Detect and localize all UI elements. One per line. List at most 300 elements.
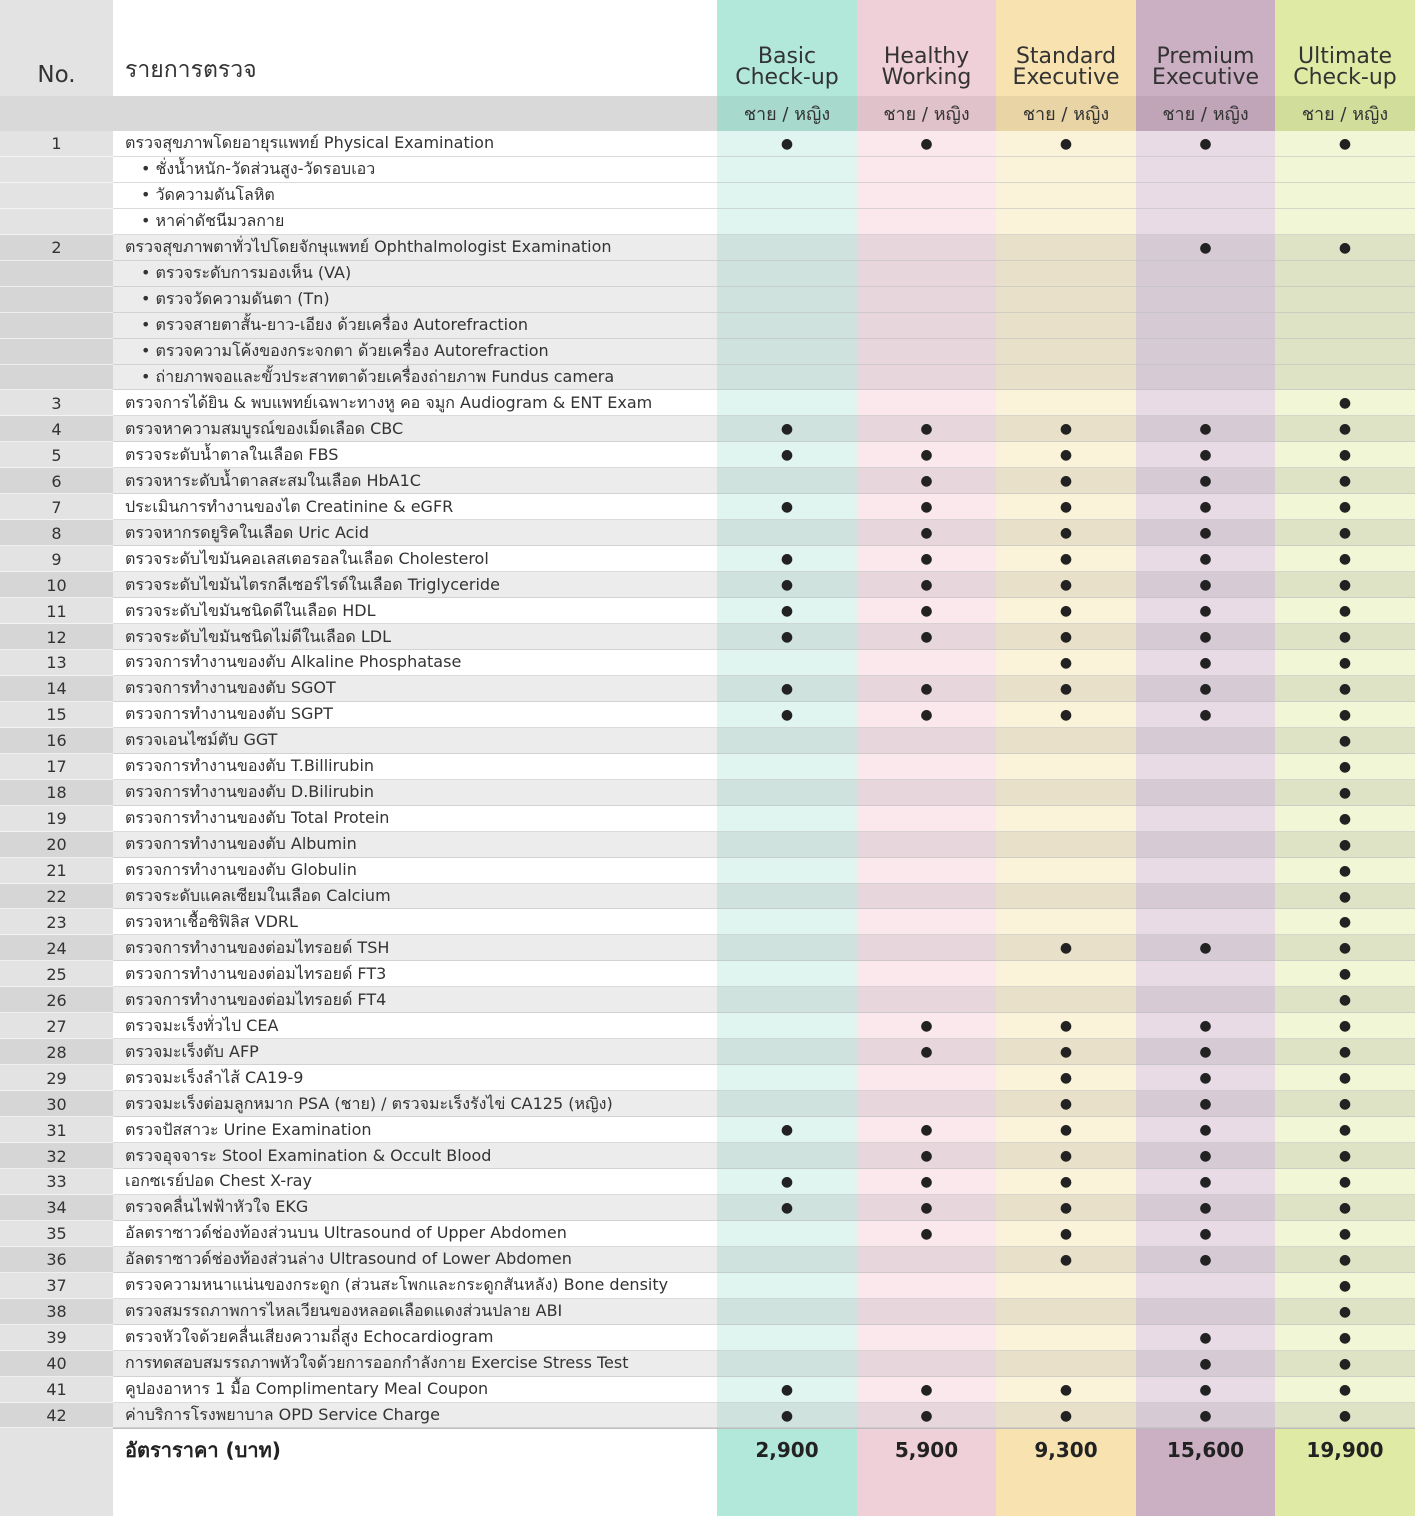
included-dot xyxy=(996,728,1136,754)
exam-row xyxy=(0,961,1415,987)
row-divider xyxy=(0,1427,113,1428)
included-dot xyxy=(717,339,857,365)
row-number: 25 xyxy=(46,964,67,984)
exam-row xyxy=(0,910,1415,936)
included-dot: ● xyxy=(920,680,933,697)
included-dot xyxy=(996,339,1136,365)
gender-label: ชาย / หญิง xyxy=(857,96,996,131)
row-number xyxy=(0,209,113,235)
included-dot: ● xyxy=(1199,629,1212,646)
included-dot xyxy=(1136,1273,1275,1299)
included-dot: ● xyxy=(1199,473,1212,490)
row-label: ตรวจสุขภาพโดยอายุรแพทย์ Physical Examination xyxy=(125,133,495,153)
package-title-line1: Basic xyxy=(757,44,817,69)
exam-row xyxy=(0,1403,1415,1429)
included-dot: ● xyxy=(1059,1018,1073,1035)
included-dot: ● xyxy=(780,1122,794,1139)
included-dot: ● xyxy=(920,1122,933,1139)
included-dot: ● xyxy=(1199,1173,1212,1190)
included-dot: ● xyxy=(920,473,933,490)
row-number: 37 xyxy=(46,1276,67,1296)
row-label: ตรวจการได้ยิน & พบแพทย์เฉพาะทางหู คอ จมูก Audiogram & ENT Exam xyxy=(125,392,653,412)
exam-row xyxy=(0,494,1415,520)
row-number xyxy=(0,339,113,365)
exam-row xyxy=(0,1221,1415,1247)
included-dot xyxy=(996,858,1136,884)
row-number: 42 xyxy=(46,1406,67,1426)
included-dot xyxy=(1136,987,1275,1013)
row-label: คูปองอาหาร 1 มื้อ Complimentary Meal Coupon xyxy=(125,1379,489,1399)
included-dot: ● xyxy=(1199,1407,1212,1424)
exam-row xyxy=(0,1195,1415,1221)
included-dot xyxy=(857,391,996,417)
exam-row xyxy=(0,1169,1415,1195)
included-dot: ● xyxy=(1338,1225,1352,1242)
included-dot xyxy=(1136,365,1275,391)
row-label: ตรวจระดับไขมันไตรกลีเซอร์ไรด์ในเลือด Triglyceride xyxy=(125,574,500,594)
row-number: 34 xyxy=(46,1198,67,1218)
included-dot xyxy=(717,468,857,494)
included-dot: ● xyxy=(1338,447,1352,464)
included-dot xyxy=(1136,391,1275,417)
exam-row xyxy=(0,1091,1415,1117)
included-dot xyxy=(857,235,996,261)
included-dot xyxy=(717,1091,857,1117)
exam-row xyxy=(0,1273,1415,1299)
included-dot: ● xyxy=(1338,1199,1352,1216)
exam-row xyxy=(0,416,1415,442)
row-number: 3 xyxy=(51,393,62,413)
exam-row xyxy=(0,1247,1415,1273)
included-dot xyxy=(717,987,857,1013)
row-label: ตรวจการทำงานของตับ SGOT xyxy=(125,678,336,698)
included-dot xyxy=(857,1247,996,1273)
package-title-line2: Executive xyxy=(1012,65,1120,90)
included-dot: ● xyxy=(1338,1173,1352,1190)
row-number: 20 xyxy=(46,835,67,855)
included-dot xyxy=(1136,183,1275,209)
included-dot: ● xyxy=(1059,706,1073,723)
row-number: 6 xyxy=(51,471,62,491)
included-dot: ● xyxy=(1199,525,1212,542)
gender-label: ชาย / หญิง xyxy=(996,96,1136,131)
included-dot: ● xyxy=(1338,888,1352,905)
included-dot xyxy=(857,884,996,910)
included-dot: ● xyxy=(920,1044,933,1061)
included-dot: ● xyxy=(1199,940,1212,957)
included-dot: ● xyxy=(1338,239,1352,256)
included-dot xyxy=(996,157,1136,183)
included-dot: ● xyxy=(1059,1251,1073,1268)
included-dot: ● xyxy=(1338,940,1352,957)
included-dot xyxy=(857,365,996,391)
row-number xyxy=(0,287,113,313)
included-dot: ● xyxy=(1199,447,1212,464)
included-dot: ● xyxy=(1199,680,1212,697)
row-number: 30 xyxy=(46,1094,67,1114)
included-dot: ● xyxy=(780,577,794,594)
included-dot xyxy=(857,209,996,235)
row-label: ตรวจระดับไขมันชนิดดีในเลือด HDL xyxy=(125,600,376,620)
row-number: 9 xyxy=(51,549,62,569)
included-dot: ● xyxy=(1338,135,1352,152)
exam-row xyxy=(0,546,1415,572)
row-label: • ตรวจสายตาสั้น-ยาว-เอียง ด้วยเครื่อง Autorefraction xyxy=(141,315,529,335)
exam-row xyxy=(0,858,1415,884)
row-label: ตรวจมะเร็งลำไส้ CA19-9 xyxy=(125,1067,304,1087)
row-label: • ถ่ายภาพจอและขั้วประสาทตาด้วยเครื่องถ่ายภาพ Fundus camera xyxy=(141,367,615,387)
included-dot: ● xyxy=(1338,629,1352,646)
included-dot xyxy=(717,365,857,391)
row-label: การทดสอบสมรรถภาพหัวใจด้วยการออกกำลังกาย Exercise Stress Test xyxy=(125,1353,629,1373)
included-dot xyxy=(996,183,1136,209)
included-dot: ● xyxy=(1338,1407,1352,1424)
row-label: ตรวจมะเร็งทั่วไป CEA xyxy=(125,1015,279,1035)
included-dot: ● xyxy=(1199,1070,1212,1087)
row-label: ตรวจมะเร็งต่อมลูกหมาก PSA (ชาย) / ตรวจมะเร็งรังไข่ CA125 (หญิง) xyxy=(125,1093,613,1113)
included-dot xyxy=(1136,754,1275,780)
row-number: 2 xyxy=(51,238,62,258)
included-dot xyxy=(717,287,857,313)
included-dot: ● xyxy=(1338,966,1352,983)
row-label: • หาค่าดัชนีมวลกาย xyxy=(141,211,285,231)
included-dot: ● xyxy=(1338,473,1352,490)
included-dot: ● xyxy=(920,135,933,152)
included-dot xyxy=(717,1247,857,1273)
included-dot: ● xyxy=(920,1225,933,1242)
included-dot xyxy=(857,1325,996,1351)
row-label: ตรวจระดับแคลเซียมในเลือด Calcium xyxy=(125,886,391,906)
row-number: 4 xyxy=(51,419,62,439)
row-number: 13 xyxy=(46,653,67,673)
included-dot: ● xyxy=(1059,499,1073,516)
included-dot: ● xyxy=(1059,629,1073,646)
included-dot xyxy=(857,858,996,884)
included-dot xyxy=(1136,313,1275,339)
row-number: 41 xyxy=(46,1380,67,1400)
included-dot xyxy=(996,1299,1136,1325)
exam-row xyxy=(0,884,1415,910)
included-dot xyxy=(717,1299,857,1325)
included-dot: ● xyxy=(780,1173,794,1190)
included-dot: ● xyxy=(1059,603,1073,620)
included-dot xyxy=(996,313,1136,339)
exam-row xyxy=(0,624,1415,650)
included-dot: ● xyxy=(1199,1355,1212,1372)
included-dot: ● xyxy=(1059,1199,1073,1216)
price-ultimate-check-up: 19,900 xyxy=(1306,1438,1384,1462)
included-dot xyxy=(857,1299,996,1325)
row-number: 24 xyxy=(46,938,67,958)
row-label: ตรวจหาเชื้อซิฟิลิส VDRL xyxy=(125,911,298,931)
included-dot: ● xyxy=(1199,577,1212,594)
row-number: 14 xyxy=(46,679,67,699)
exam-row xyxy=(0,935,1415,961)
exam-row xyxy=(0,1065,1415,1091)
items-column-header: รายการตรวจ xyxy=(125,57,257,83)
row-number: 19 xyxy=(46,809,67,829)
row-number xyxy=(0,365,113,391)
included-dot: ● xyxy=(1338,577,1352,594)
row-label: ตรวจสมรรถภาพการไหลเวียนของหลอดเลือดแดงส่วนปลาย ABI xyxy=(125,1301,563,1321)
package-title-standard-executive xyxy=(996,0,1136,96)
included-dot: ● xyxy=(1199,1148,1212,1165)
included-dot: ● xyxy=(1059,1096,1073,1113)
package-title-premium-executive xyxy=(1136,0,1275,96)
included-dot xyxy=(996,1273,1136,1299)
row-label: ตรวจการทำงานของตับ T.Billirubin xyxy=(125,756,375,776)
price-row-label: อัตราราคา (บาท) xyxy=(125,1438,281,1462)
included-dot xyxy=(857,1065,996,1091)
sub-item-row xyxy=(0,261,1415,287)
row-number: 29 xyxy=(46,1068,67,1088)
included-dot: ● xyxy=(1199,1044,1212,1061)
row-label: ตรวจการทำงานของต่อมไทรอยด์ FT4 xyxy=(125,989,387,1009)
exam-row xyxy=(0,832,1415,858)
included-dot: ● xyxy=(920,1148,933,1165)
included-dot: ● xyxy=(1059,551,1073,568)
number-column-header: No. xyxy=(37,62,76,88)
included-dot: ● xyxy=(920,577,933,594)
included-dot xyxy=(1275,209,1415,235)
included-dot: ● xyxy=(1338,1277,1352,1294)
row-number xyxy=(0,157,113,183)
gender-label: ชาย / หญิง xyxy=(1275,96,1415,131)
included-dot xyxy=(717,157,857,183)
included-dot xyxy=(1275,183,1415,209)
row-label: • วัดความดันโลหิต xyxy=(141,185,275,205)
row-label: ตรวจหาระดับน้ำตาลสะสมในเลือด HbA1C xyxy=(125,470,421,490)
exam-row xyxy=(0,1117,1415,1143)
included-dot xyxy=(1136,806,1275,832)
included-dot xyxy=(717,754,857,780)
row-label: ตรวจคลื่นไฟฟ้าหัวใจ EKG xyxy=(125,1197,309,1217)
included-dot: ● xyxy=(1059,940,1073,957)
included-dot: ● xyxy=(1338,758,1352,775)
included-dot: ● xyxy=(1338,1303,1352,1320)
package-title-line2: Working xyxy=(881,65,972,90)
included-dot: ● xyxy=(1059,680,1073,697)
row-number: 35 xyxy=(46,1224,67,1244)
included-dot xyxy=(857,935,996,961)
included-dot: ● xyxy=(780,629,794,646)
included-dot xyxy=(1136,728,1275,754)
row-number: 1 xyxy=(51,134,62,154)
row-label: ค่าบริการโรงพยาบาล OPD Service Charge xyxy=(125,1405,440,1425)
included-dot xyxy=(1275,365,1415,391)
included-dot: ● xyxy=(1059,1070,1073,1087)
included-dot xyxy=(717,391,857,417)
included-dot: ● xyxy=(780,603,794,620)
exam-row xyxy=(0,572,1415,598)
included-dot: ● xyxy=(1199,1381,1212,1398)
included-dot xyxy=(996,961,1136,987)
package-title-line1: Standard xyxy=(1015,44,1117,69)
included-dot xyxy=(717,910,857,936)
included-dot: ● xyxy=(1199,551,1212,568)
exam-row xyxy=(0,676,1415,702)
row-number: 10 xyxy=(46,575,67,595)
included-dot: ● xyxy=(1199,1122,1212,1139)
included-dot: ● xyxy=(1199,603,1212,620)
exam-row xyxy=(0,1377,1415,1403)
row-label: ตรวจมะเร็งตับ AFP xyxy=(125,1041,259,1061)
exam-row xyxy=(0,1013,1415,1039)
included-dot xyxy=(717,884,857,910)
row-number xyxy=(0,261,113,287)
sub-item-row xyxy=(0,365,1415,391)
row-number: 15 xyxy=(46,705,67,725)
row-number: 21 xyxy=(46,861,67,881)
row-label: ตรวจอุจจาระ Stool Examination & Occult Blood xyxy=(125,1145,492,1165)
row-number: 18 xyxy=(46,783,67,803)
included-dot: ● xyxy=(1059,1148,1073,1165)
included-dot: ● xyxy=(1338,680,1352,697)
included-dot: ● xyxy=(920,499,933,516)
sub-item-row xyxy=(0,287,1415,313)
row-label: ตรวจสุขภาพตาทั่วไปโดยจักษุแพทย์ Ophthalmologist Examination xyxy=(125,237,612,257)
row-label: • ตรวจวัดความดันตา (Tn) xyxy=(141,289,330,309)
gender-label: ชาย / หญิง xyxy=(717,96,857,131)
included-dot: ● xyxy=(920,1018,933,1035)
row-label: ตรวจการทำงานของตับ Albumin xyxy=(125,834,357,854)
included-dot xyxy=(996,235,1136,261)
included-dot: ● xyxy=(1338,603,1352,620)
exam-row xyxy=(0,650,1415,676)
included-dot: ● xyxy=(1059,1407,1073,1424)
included-dot: ● xyxy=(920,447,933,464)
included-dot: ● xyxy=(1338,1044,1352,1061)
included-dot: ● xyxy=(1338,914,1352,931)
row-label: ประเมินการทำงานของไต Creatinine & eGFR xyxy=(125,496,454,516)
row-number: 32 xyxy=(46,1146,67,1166)
exam-row xyxy=(0,702,1415,728)
included-dot xyxy=(717,313,857,339)
exam-row xyxy=(0,1299,1415,1325)
row-label: ตรวจการทำงานของตับ Total Protein xyxy=(125,808,390,828)
included-dot: ● xyxy=(1059,447,1073,464)
included-dot: ● xyxy=(1338,654,1352,671)
row-number: 26 xyxy=(46,990,67,1010)
row-number: 16 xyxy=(46,731,67,751)
included-dot: ● xyxy=(1338,1122,1352,1139)
row-label: • ตรวจระดับการมองเห็น (VA) xyxy=(141,263,352,283)
included-dot: ● xyxy=(1199,1329,1212,1346)
included-dot xyxy=(857,1351,996,1377)
included-dot: ● xyxy=(1338,836,1352,853)
exam-row xyxy=(0,468,1415,494)
exam-row xyxy=(0,1039,1415,1065)
included-dot: ● xyxy=(1059,1122,1073,1139)
included-dot: ● xyxy=(780,551,794,568)
row-number: 7 xyxy=(51,497,62,517)
package-title-line1: Healthy xyxy=(883,44,970,69)
included-dot: ● xyxy=(1338,1070,1352,1087)
included-dot: ● xyxy=(780,447,794,464)
included-dot xyxy=(857,157,996,183)
row-number: 27 xyxy=(46,1016,67,1036)
exam-row xyxy=(0,780,1415,806)
included-dot xyxy=(1136,884,1275,910)
included-dot: ● xyxy=(1338,784,1352,801)
price-standard-executive: 9,300 xyxy=(1034,1438,1098,1462)
price-basic-check-up: 2,900 xyxy=(755,1438,819,1462)
included-dot: ● xyxy=(920,1173,933,1190)
row-label: ตรวจระดับไขมันคอเลสเตอรอลในเลือด Cholesterol xyxy=(125,548,489,568)
included-dot: ● xyxy=(780,135,794,152)
package-title-line2: Check-up xyxy=(1293,65,1397,90)
included-dot xyxy=(717,520,857,546)
exam-row xyxy=(0,806,1415,832)
included-dot: ● xyxy=(1338,1329,1352,1346)
included-dot: ● xyxy=(1059,525,1073,542)
row-label: ตรวจการทำงานของตับ Alkaline Phosphatase xyxy=(125,652,462,672)
included-dot: ● xyxy=(1199,135,1212,152)
row-number: 12 xyxy=(46,627,67,647)
included-dot xyxy=(996,209,1136,235)
included-dot xyxy=(996,287,1136,313)
included-dot xyxy=(1136,780,1275,806)
included-dot xyxy=(857,261,996,287)
row-label: • ตรวจความโค้งของกระจกตา ด้วยเครื่อง Autorefraction xyxy=(141,341,549,361)
included-dot: ● xyxy=(780,1199,794,1216)
row-number: 39 xyxy=(46,1328,67,1348)
included-dot xyxy=(717,1013,857,1039)
exam-row xyxy=(0,235,1415,261)
included-dot xyxy=(1275,157,1415,183)
included-dot: ● xyxy=(1338,732,1352,749)
included-dot: ● xyxy=(1338,1355,1352,1372)
included-dot: ● xyxy=(1059,1173,1073,1190)
package-title-basic-check-up xyxy=(717,0,857,96)
included-dot: ● xyxy=(780,1381,794,1398)
row-label: ตรวจเอนไซม์ตับ GGT xyxy=(125,730,278,750)
included-dot xyxy=(717,1221,857,1247)
included-dot xyxy=(717,728,857,754)
included-dot xyxy=(857,910,996,936)
included-dot xyxy=(717,183,857,209)
row-label: เอกซเรย์ปอด Chest X-ray xyxy=(125,1171,312,1191)
included-dot xyxy=(1136,209,1275,235)
included-dot: ● xyxy=(1199,499,1212,516)
included-dot xyxy=(857,1091,996,1117)
included-dot: ● xyxy=(1059,1381,1073,1398)
package-title-line2: Executive xyxy=(1151,65,1260,90)
row-number: 31 xyxy=(46,1120,67,1140)
included-dot: ● xyxy=(1059,1044,1073,1061)
included-dot xyxy=(996,806,1136,832)
row-number: 33 xyxy=(46,1172,67,1192)
row-number: 28 xyxy=(46,1042,67,1062)
included-dot: ● xyxy=(1338,810,1352,827)
included-dot xyxy=(717,1325,857,1351)
included-dot: ● xyxy=(1059,654,1073,671)
row-number xyxy=(0,313,113,339)
gender-subheader-strip xyxy=(0,96,717,131)
included-dot xyxy=(996,1351,1136,1377)
included-dot: ● xyxy=(1199,421,1212,438)
included-dot: ● xyxy=(1338,1251,1352,1268)
included-dot xyxy=(857,754,996,780)
included-dot xyxy=(1275,287,1415,313)
included-dot: ● xyxy=(1199,706,1212,723)
exam-row xyxy=(0,442,1415,468)
included-dot: ● xyxy=(1338,1381,1352,1398)
included-dot: ● xyxy=(1338,992,1352,1009)
row-label: ตรวจการทำงานของตับ D.Bilirubin xyxy=(125,782,375,802)
included-dot: ● xyxy=(1338,1148,1352,1165)
row-label: • ชั่งน้ำหนัก-วัดส่วนสูง-วัดรอบเอว xyxy=(141,159,376,179)
